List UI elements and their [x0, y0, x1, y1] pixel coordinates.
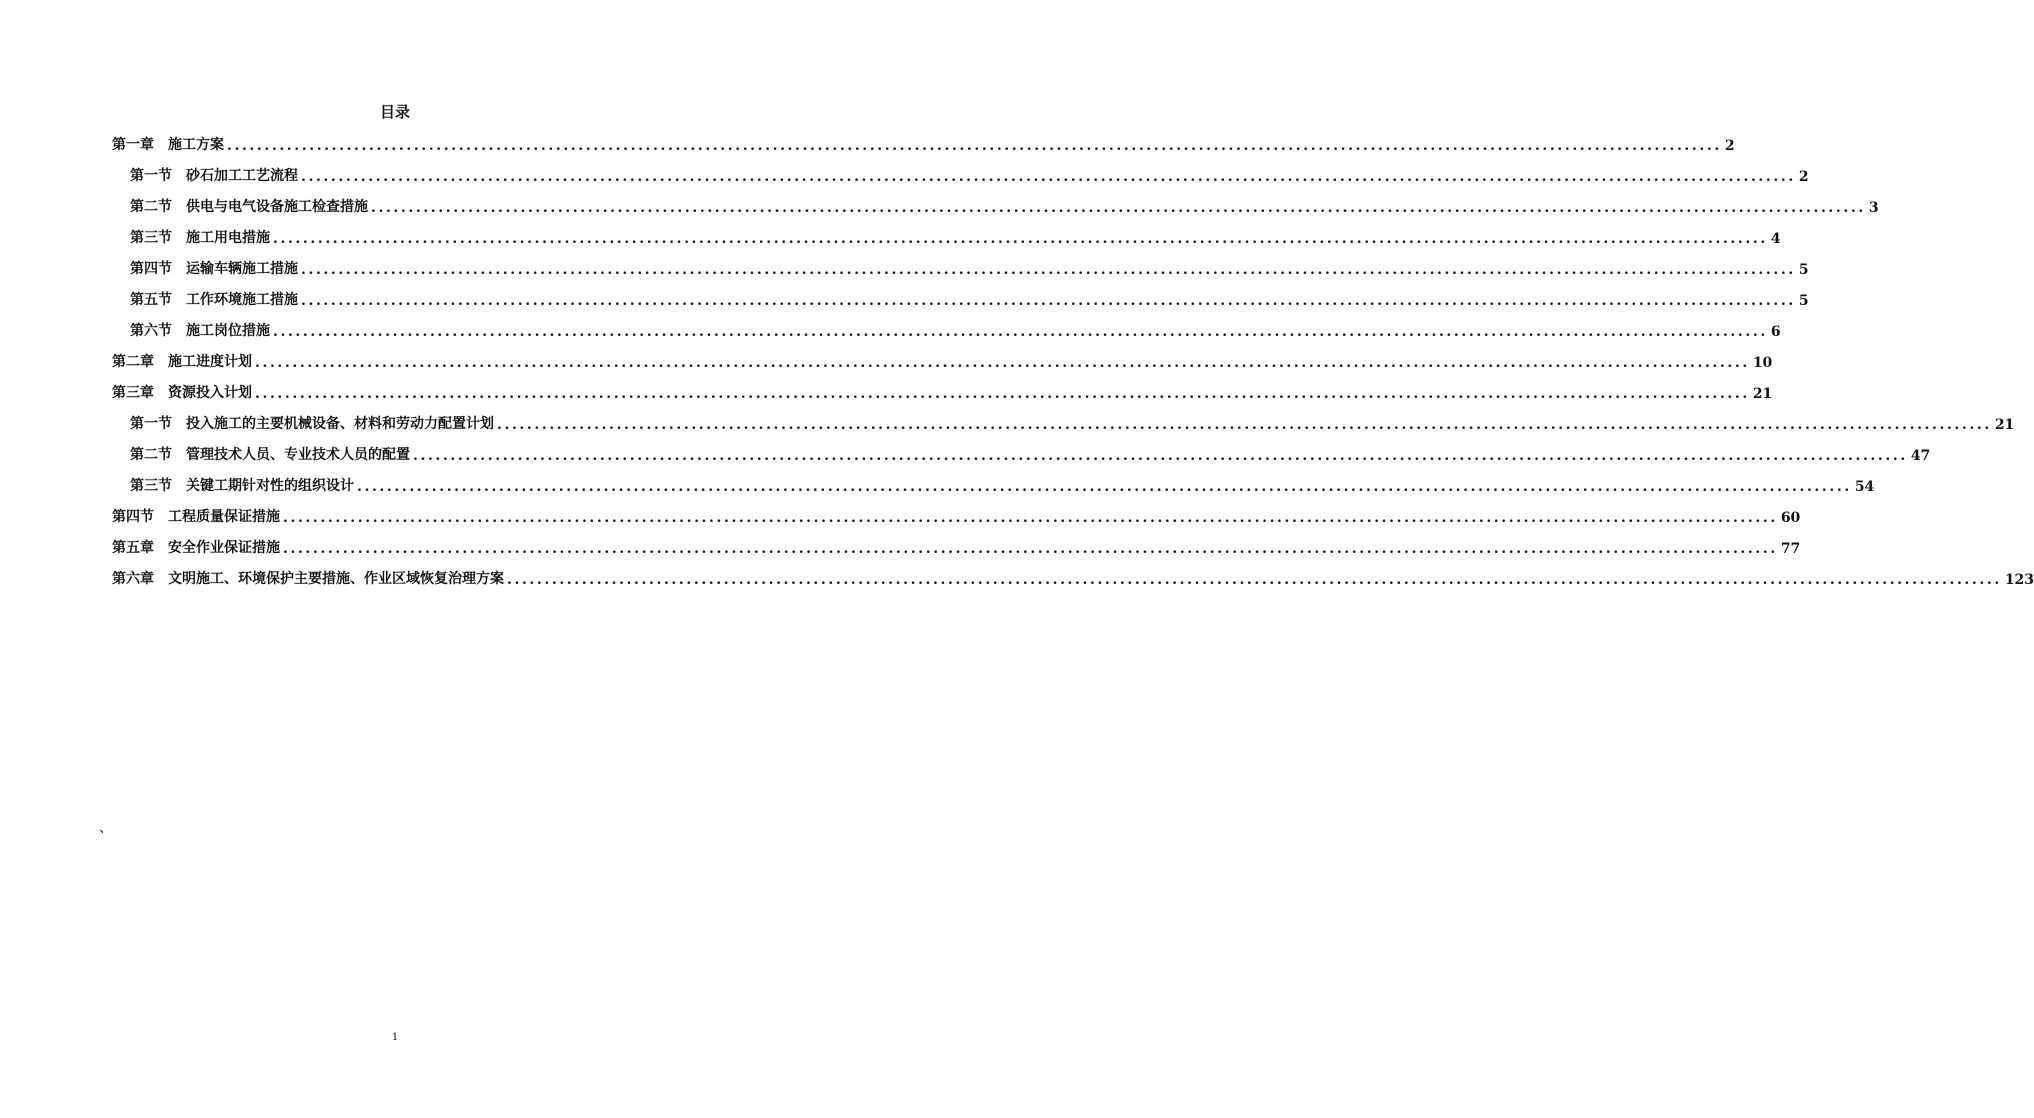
toc-entry[interactable]: [112, 378, 1773, 402]
toc-leader-dots: ........................................................................................................................................................................................................: [301, 262, 1796, 278]
toc-entry[interactable]: [130, 440, 1931, 464]
toc-entry-page: 21: [1994, 417, 2015, 433]
toc-entry-number: 第一章: [112, 137, 154, 153]
toc-entry-page: 2: [1798, 169, 1809, 185]
toc-leader-dots: ........................................................................................................................................................................................................: [255, 355, 1750, 371]
toc-entry-page: 3: [1868, 200, 1879, 216]
toc-entry-number: 第二章: [112, 354, 154, 370]
toc-entry-page: 6: [1770, 324, 1781, 340]
toc-entry-number: 第二节: [130, 199, 172, 215]
toc-entry-page: 77: [1780, 541, 1801, 557]
toc-entry-text: 供电与电气设备施工检查措施: [186, 199, 368, 215]
toc-entry-text: 文明施工、环境保护主要措施、作业区域恢复治理方案: [168, 571, 504, 587]
toc-entry-text: 投入施工的主要机械设备、材料和劳动力配置计划: [186, 416, 494, 432]
toc-leader-dots: ........................................................................................................................................................................................................: [357, 479, 1852, 495]
toc-entry-text: 工程质量保证措施: [168, 509, 280, 525]
toc-entry-page: 54: [1854, 479, 1875, 495]
toc-entry-text: 管理技术人员、专业技术人员的配置: [186, 447, 410, 463]
toc-entry[interactable]: [112, 130, 1735, 154]
toc-entry-number: 第三章: [112, 385, 154, 401]
toc-entry-text: 施工岗位措施: [186, 323, 270, 339]
toc-entry-text: 运输车辆施工措施: [186, 261, 298, 277]
toc-entry[interactable]: [130, 192, 1879, 216]
toc-entry-text: 砂石加工工艺流程: [186, 168, 298, 184]
toc-entry-text: 关键工期针对性的组织设计: [186, 478, 354, 494]
toc-entry-page: 2: [1724, 138, 1735, 154]
toc-entry-text: 施工用电措施: [186, 230, 270, 246]
toc-leader-dots: ........................................................................................................................................................................................................: [283, 541, 1778, 557]
toc-entry-number: 第六节: [130, 323, 172, 339]
toc-entry-page: 123: [2004, 572, 2034, 588]
toc-leader-dots: ........................................................................................................................................................................................................: [227, 138, 1722, 154]
toc-leader-dots: ........................................................................................................................................................................................................: [497, 417, 1992, 433]
toc-entry-number: 第一节: [130, 416, 172, 432]
toc-entry-text: 资源投入计划: [168, 385, 252, 401]
toc-entry-number: 第四节: [112, 509, 154, 525]
toc-entry[interactable]: [130, 285, 1809, 309]
toc-entry-number: 第三节: [130, 230, 172, 246]
toc-leader-dots: ........................................................................................................................................................................................................: [371, 200, 1866, 216]
toc-leader-dots: ........................................................................................................................................................................................................: [273, 231, 1768, 247]
toc-leader-dots: ........................................................................................................................................................................................................: [283, 510, 1778, 526]
toc-entry-page: 10: [1752, 355, 1773, 371]
toc-entry-text: 工作环境施工措施: [186, 292, 298, 308]
toc-entry-page: 21: [1752, 386, 1773, 402]
toc-entry[interactable]: [130, 316, 1781, 340]
toc-leader-dots: ........................................................................................................................................................................................................: [413, 448, 1908, 464]
toc-entry-page: 47: [1910, 448, 1931, 464]
toc-entry[interactable]: [112, 347, 1773, 371]
toc-entry[interactable]: [130, 161, 1809, 185]
toc-entry[interactable]: [112, 564, 2034, 588]
toc-leader-dots: ........................................................................................................................................................................................................: [273, 324, 1768, 340]
toc-entry-number: 第五章: [112, 540, 154, 556]
toc-entry-number: 第一节: [130, 168, 172, 184]
toc-entry-number: 第五节: [130, 292, 172, 308]
toc-entry-number: 第二节: [130, 447, 172, 463]
toc-entry[interactable]: [112, 533, 1801, 557]
page-number-footer: 1: [391, 1032, 399, 1043]
toc-entry-text: 施工方案: [168, 137, 224, 153]
toc-leader-dots: ........................................................................................................................................................................................................: [301, 169, 1796, 185]
toc-leader-dots: ........................................................................................................................................................................................................: [507, 572, 2002, 588]
toc-entry[interactable]: [112, 502, 1801, 526]
toc-entry-page: 4: [1770, 231, 1781, 247]
toc-entry-page: 60: [1780, 510, 1801, 526]
toc-entry[interactable]: [130, 471, 1875, 495]
stray-punctuation-mark: 、: [99, 820, 113, 836]
toc-entry-number: 第三节: [130, 478, 172, 494]
toc-entry[interactable]: [130, 223, 1781, 247]
toc-entry-text: 安全作业保证措施: [168, 540, 280, 556]
toc-entry-number: 第六章: [112, 571, 154, 587]
toc-entry[interactable]: [130, 409, 2015, 433]
toc-leader-dots: ........................................................................................................................................................................................................: [301, 293, 1796, 309]
toc-leader-dots: ........................................................................................................................................................................................................: [255, 386, 1750, 402]
toc-entry-page: 5: [1798, 293, 1809, 309]
toc-entry[interactable]: [130, 254, 1809, 278]
toc-entry-page: 5: [1798, 262, 1809, 278]
toc-title: 目录: [379, 103, 410, 121]
toc-entry-number: 第四节: [130, 261, 172, 277]
toc-entry-text: 施工进度计划: [168, 354, 252, 370]
